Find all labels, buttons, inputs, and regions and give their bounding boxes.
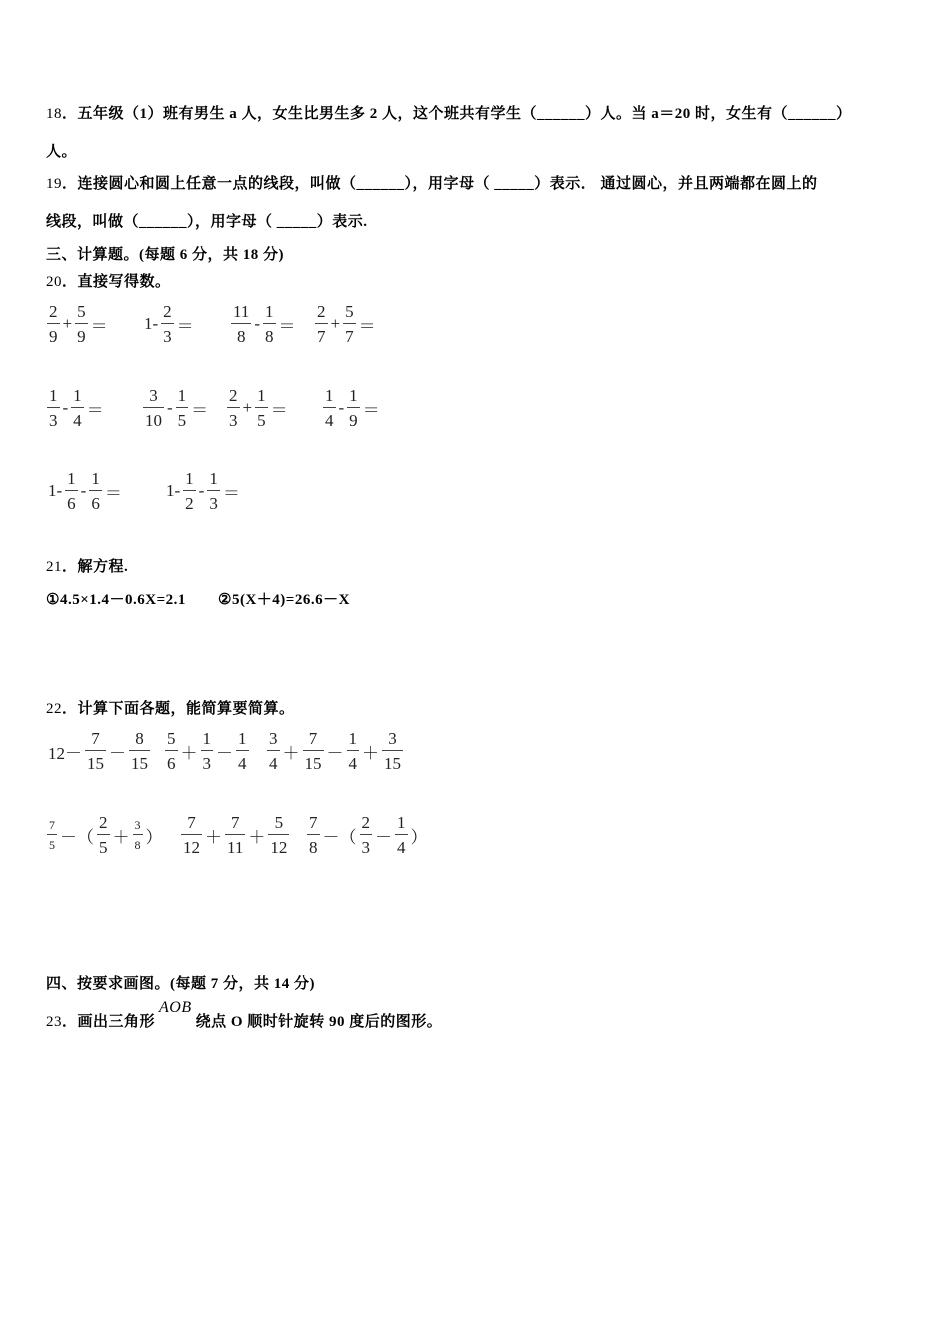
q21-number: 21 (46, 559, 62, 575)
fraction-denominator: 12 (183, 838, 200, 857)
fraction (165, 730, 178, 772)
fraction (47, 387, 60, 429)
fraction (75, 303, 88, 345)
fraction (207, 470, 220, 512)
q20-r0-c1 (142, 303, 196, 345)
fraction-numerator: 1 (47, 387, 60, 408)
fraction (47, 819, 57, 851)
fraction-denominator: 2 (185, 494, 194, 513)
math-operator: ＋ (180, 743, 198, 763)
math-operator: ＝ (86, 400, 104, 420)
fraction (143, 387, 164, 429)
q22-title: ．计算下面各题，能简算要简算。 (62, 701, 295, 717)
math-operator: 12－ (48, 743, 82, 763)
math-operator: - (62, 398, 69, 417)
q23-line (46, 999, 443, 1031)
fraction (231, 303, 251, 345)
fraction-numerator: 1 (183, 470, 196, 491)
fraction (347, 387, 360, 429)
fraction-denominator: 9 (49, 327, 58, 346)
math-operator: ） (145, 827, 163, 847)
fraction-numerator: 1 (207, 470, 220, 491)
math-operator: ＋ (205, 827, 222, 847)
fraction-numerator: 2 (227, 387, 240, 408)
q19-number: 19 (46, 176, 62, 192)
fraction-numerator: 1 (255, 387, 268, 408)
math-operator: ＝ (358, 316, 376, 336)
q18-line1 (46, 102, 852, 123)
q20-r0-c2 (230, 303, 298, 345)
fraction-denominator: 3 (163, 327, 172, 346)
q21-heading (46, 555, 128, 576)
fraction-denominator: 5 (99, 838, 108, 857)
q20-r2-c0 (46, 470, 124, 512)
fraction (89, 470, 102, 512)
fraction-denominator: 8 (134, 838, 141, 852)
q23-triangle-label: AOB (159, 999, 192, 1016)
fraction-denominator: 15 (131, 754, 148, 773)
fraction (65, 470, 78, 512)
math-operator: ＋ (362, 743, 379, 763)
math-operator: ） (410, 827, 428, 847)
fraction-denominator: 3 (209, 494, 218, 513)
math-operator: + (62, 314, 73, 333)
q22-number: 22 (46, 701, 62, 717)
math-operator: ＝ (270, 400, 288, 420)
fraction (161, 303, 174, 345)
fraction-numerator: 3 (267, 730, 280, 751)
math-operator: + (242, 398, 253, 417)
fraction-denominator: 6 (91, 494, 100, 513)
q20-r0-c0 (46, 303, 110, 345)
q23-text-pre: ．画出三角形 (62, 1014, 156, 1030)
fraction (71, 387, 84, 429)
math-operator: ＝ (362, 400, 380, 420)
fraction-numerator: 7 (225, 814, 245, 835)
math-operator: 1- (166, 481, 181, 500)
fraction-denominator: 11 (227, 838, 244, 857)
fraction (97, 814, 110, 856)
q18-text-1: ．五年级（1）班有男生 a 人，女生比男生多 2 人，这个班共有学生（______）人。当 a＝20 时，女生有（______） (62, 106, 852, 122)
q20-r2-c1 (164, 470, 242, 512)
fraction-numerator: 1 (395, 814, 408, 835)
fraction (268, 814, 289, 856)
fraction-numerator: 11 (231, 303, 251, 324)
fraction-denominator: 5 (257, 411, 266, 430)
math-operator: － (326, 743, 344, 763)
math-operator: －（ (322, 827, 357, 847)
math-operator: － (216, 743, 233, 763)
fraction-denominator: 4 (325, 411, 334, 430)
q20-r0-c3 (314, 303, 378, 345)
fraction-denominator: 3 (229, 411, 238, 430)
fraction-denominator: 7 (317, 327, 326, 346)
q20-number: 20 (46, 274, 62, 290)
fraction-denominator: 8 (236, 327, 246, 346)
math-operator: - (254, 314, 261, 333)
fraction-denominator: 4 (269, 754, 278, 773)
fraction (382, 730, 403, 772)
fraction-numerator: 7 (181, 814, 202, 835)
q19-text-1: ．连接圆心和圆上任意一点的线段，叫做（______），用字母（ _____）表示． 通过圆心，并且两端都在圆上的 (62, 176, 818, 192)
fraction-numerator: 1 (323, 387, 336, 408)
fraction-numerator: 3 (143, 387, 164, 408)
fraction-numerator: 2 (360, 814, 373, 835)
math-operator: －（ (60, 827, 94, 847)
fraction-numerator: 7 (303, 730, 324, 751)
fraction (307, 814, 320, 856)
math-operator: - (198, 481, 205, 500)
math-operator: ＝ (176, 316, 194, 336)
fraction (225, 814, 245, 856)
fraction (85, 730, 106, 772)
fraction-denominator: 15 (87, 754, 104, 773)
fraction-denominator: 15 (304, 754, 322, 773)
math-operator: ＝ (278, 316, 296, 336)
q20-heading (46, 270, 171, 291)
fraction-denominator: 4 (397, 838, 406, 857)
fraction (227, 387, 240, 429)
q20-r1-c2 (226, 387, 290, 429)
q20-r1-c3 (322, 387, 382, 429)
fraction (181, 814, 202, 856)
fraction-denominator: 12 (270, 838, 288, 857)
fraction-numerator: 1 (89, 470, 102, 491)
q18-number: 18 (46, 106, 62, 122)
fraction-numerator: 5 (343, 303, 356, 324)
q22-r0-c1 (164, 730, 250, 772)
fraction-denominator: 10 (145, 411, 162, 430)
fraction-denominator: 3 (49, 411, 58, 430)
q18-line2: 人。 (46, 144, 78, 160)
math-operator: ＋ (112, 827, 130, 847)
fraction-numerator: 1 (347, 730, 360, 751)
math-operator: ＝ (104, 483, 122, 503)
fraction (303, 730, 324, 772)
fraction (323, 387, 336, 429)
fraction (263, 303, 276, 345)
math-operator: ＝ (222, 483, 240, 503)
fraction-numerator: 1 (347, 387, 360, 408)
q21-equation-2: ②5(X＋4)=26.6－X (218, 592, 350, 608)
fraction-denominator: 4 (238, 754, 247, 773)
fraction-denominator: 8 (265, 327, 274, 346)
math-operator: ＝ (90, 316, 108, 336)
fraction-denominator: 4 (73, 411, 82, 430)
fraction-numerator: 5 (165, 730, 178, 751)
fraction-denominator: 5 (177, 411, 187, 430)
q23-text-post: 绕点 O 顺时针旋转 90 度后的图形。 (195, 1014, 443, 1030)
math-operator: - (338, 398, 345, 417)
fraction-numerator: 2 (315, 303, 328, 324)
q22-r1-c2 (306, 814, 430, 856)
fraction-numerator: 5 (75, 303, 88, 324)
fraction-denominator: 6 (67, 494, 76, 513)
math-operator: - (80, 481, 87, 500)
fraction (315, 303, 328, 345)
math-operator: － (375, 827, 392, 847)
fraction (343, 303, 356, 345)
fraction (236, 730, 249, 772)
fraction-numerator: 2 (97, 814, 110, 835)
q21-title: ．解方程. (62, 559, 129, 575)
q19-line1 (46, 172, 818, 193)
math-operator: ＋ (282, 743, 300, 763)
math-operator: + (330, 314, 341, 333)
math-operator: 1- (48, 481, 63, 500)
fraction (347, 730, 360, 772)
fraction-numerator: 1 (65, 470, 78, 491)
fraction-numerator: 7 (47, 819, 57, 835)
q22-r0-c2 (266, 730, 404, 772)
fraction-denominator: 9 (349, 411, 358, 430)
fraction-numerator: 8 (129, 730, 150, 751)
fraction-numerator: 2 (47, 303, 60, 324)
q21-equation-1: ①4.5×1.4－0.6X=2.1 (46, 592, 186, 608)
fraction (176, 387, 189, 429)
fraction (201, 730, 214, 772)
fraction-numerator: 3 (133, 819, 143, 835)
q22-r0-c0 (46, 730, 151, 772)
fraction (255, 387, 268, 429)
fraction-numerator: 2 (161, 303, 174, 324)
fraction (133, 819, 143, 851)
fraction-numerator: 1 (201, 730, 214, 751)
fraction-denominator: 6 (167, 754, 176, 773)
fraction-numerator: 7 (307, 814, 320, 835)
fraction (47, 303, 60, 345)
fraction-denominator: 5 (49, 838, 55, 852)
math-operator: - (167, 398, 173, 417)
q22-heading (46, 697, 295, 718)
q19-line2: 线段，叫做（______），用字母（ _____）表示. (46, 214, 368, 230)
fraction-numerator: 3 (382, 730, 403, 751)
fraction-denominator: 15 (384, 754, 401, 773)
q22-r1-c0 (46, 814, 165, 856)
math-operator: － (109, 743, 126, 763)
fraction-numerator: 1 (71, 387, 84, 408)
section3-title: 三、计算题。(每题 6 分，共 18 分) (46, 247, 284, 263)
fraction (129, 730, 150, 772)
q23-number: 23 (46, 1014, 62, 1030)
fraction (183, 470, 196, 512)
fraction-numerator: 1 (236, 730, 249, 751)
fraction-numerator: 7 (85, 730, 106, 751)
math-operator: ＋ (248, 827, 266, 847)
math-operator: ＝ (191, 400, 209, 420)
math-operator: 1- (144, 314, 159, 333)
fraction (267, 730, 280, 772)
fraction-denominator: 4 (348, 754, 357, 773)
fraction-denominator: 3 (202, 754, 211, 773)
fraction-denominator: 9 (77, 327, 86, 346)
fraction-numerator: 1 (176, 387, 189, 408)
q20-r1-c0 (46, 387, 106, 429)
fraction-numerator: 1 (263, 303, 276, 324)
fraction-denominator: 7 (345, 327, 354, 346)
fraction-denominator: 8 (309, 838, 318, 857)
fraction-denominator: 3 (361, 838, 370, 857)
fraction (395, 814, 408, 856)
q20-r1-c1 (142, 387, 210, 429)
fraction-numerator: 5 (268, 814, 289, 835)
q22-r1-c1 (180, 814, 290, 856)
q20-title: ．直接写得数。 (62, 274, 171, 290)
section4-title: 四、按要求画图。(每题 7 分，共 14 分) (46, 976, 315, 992)
fraction (360, 814, 373, 856)
